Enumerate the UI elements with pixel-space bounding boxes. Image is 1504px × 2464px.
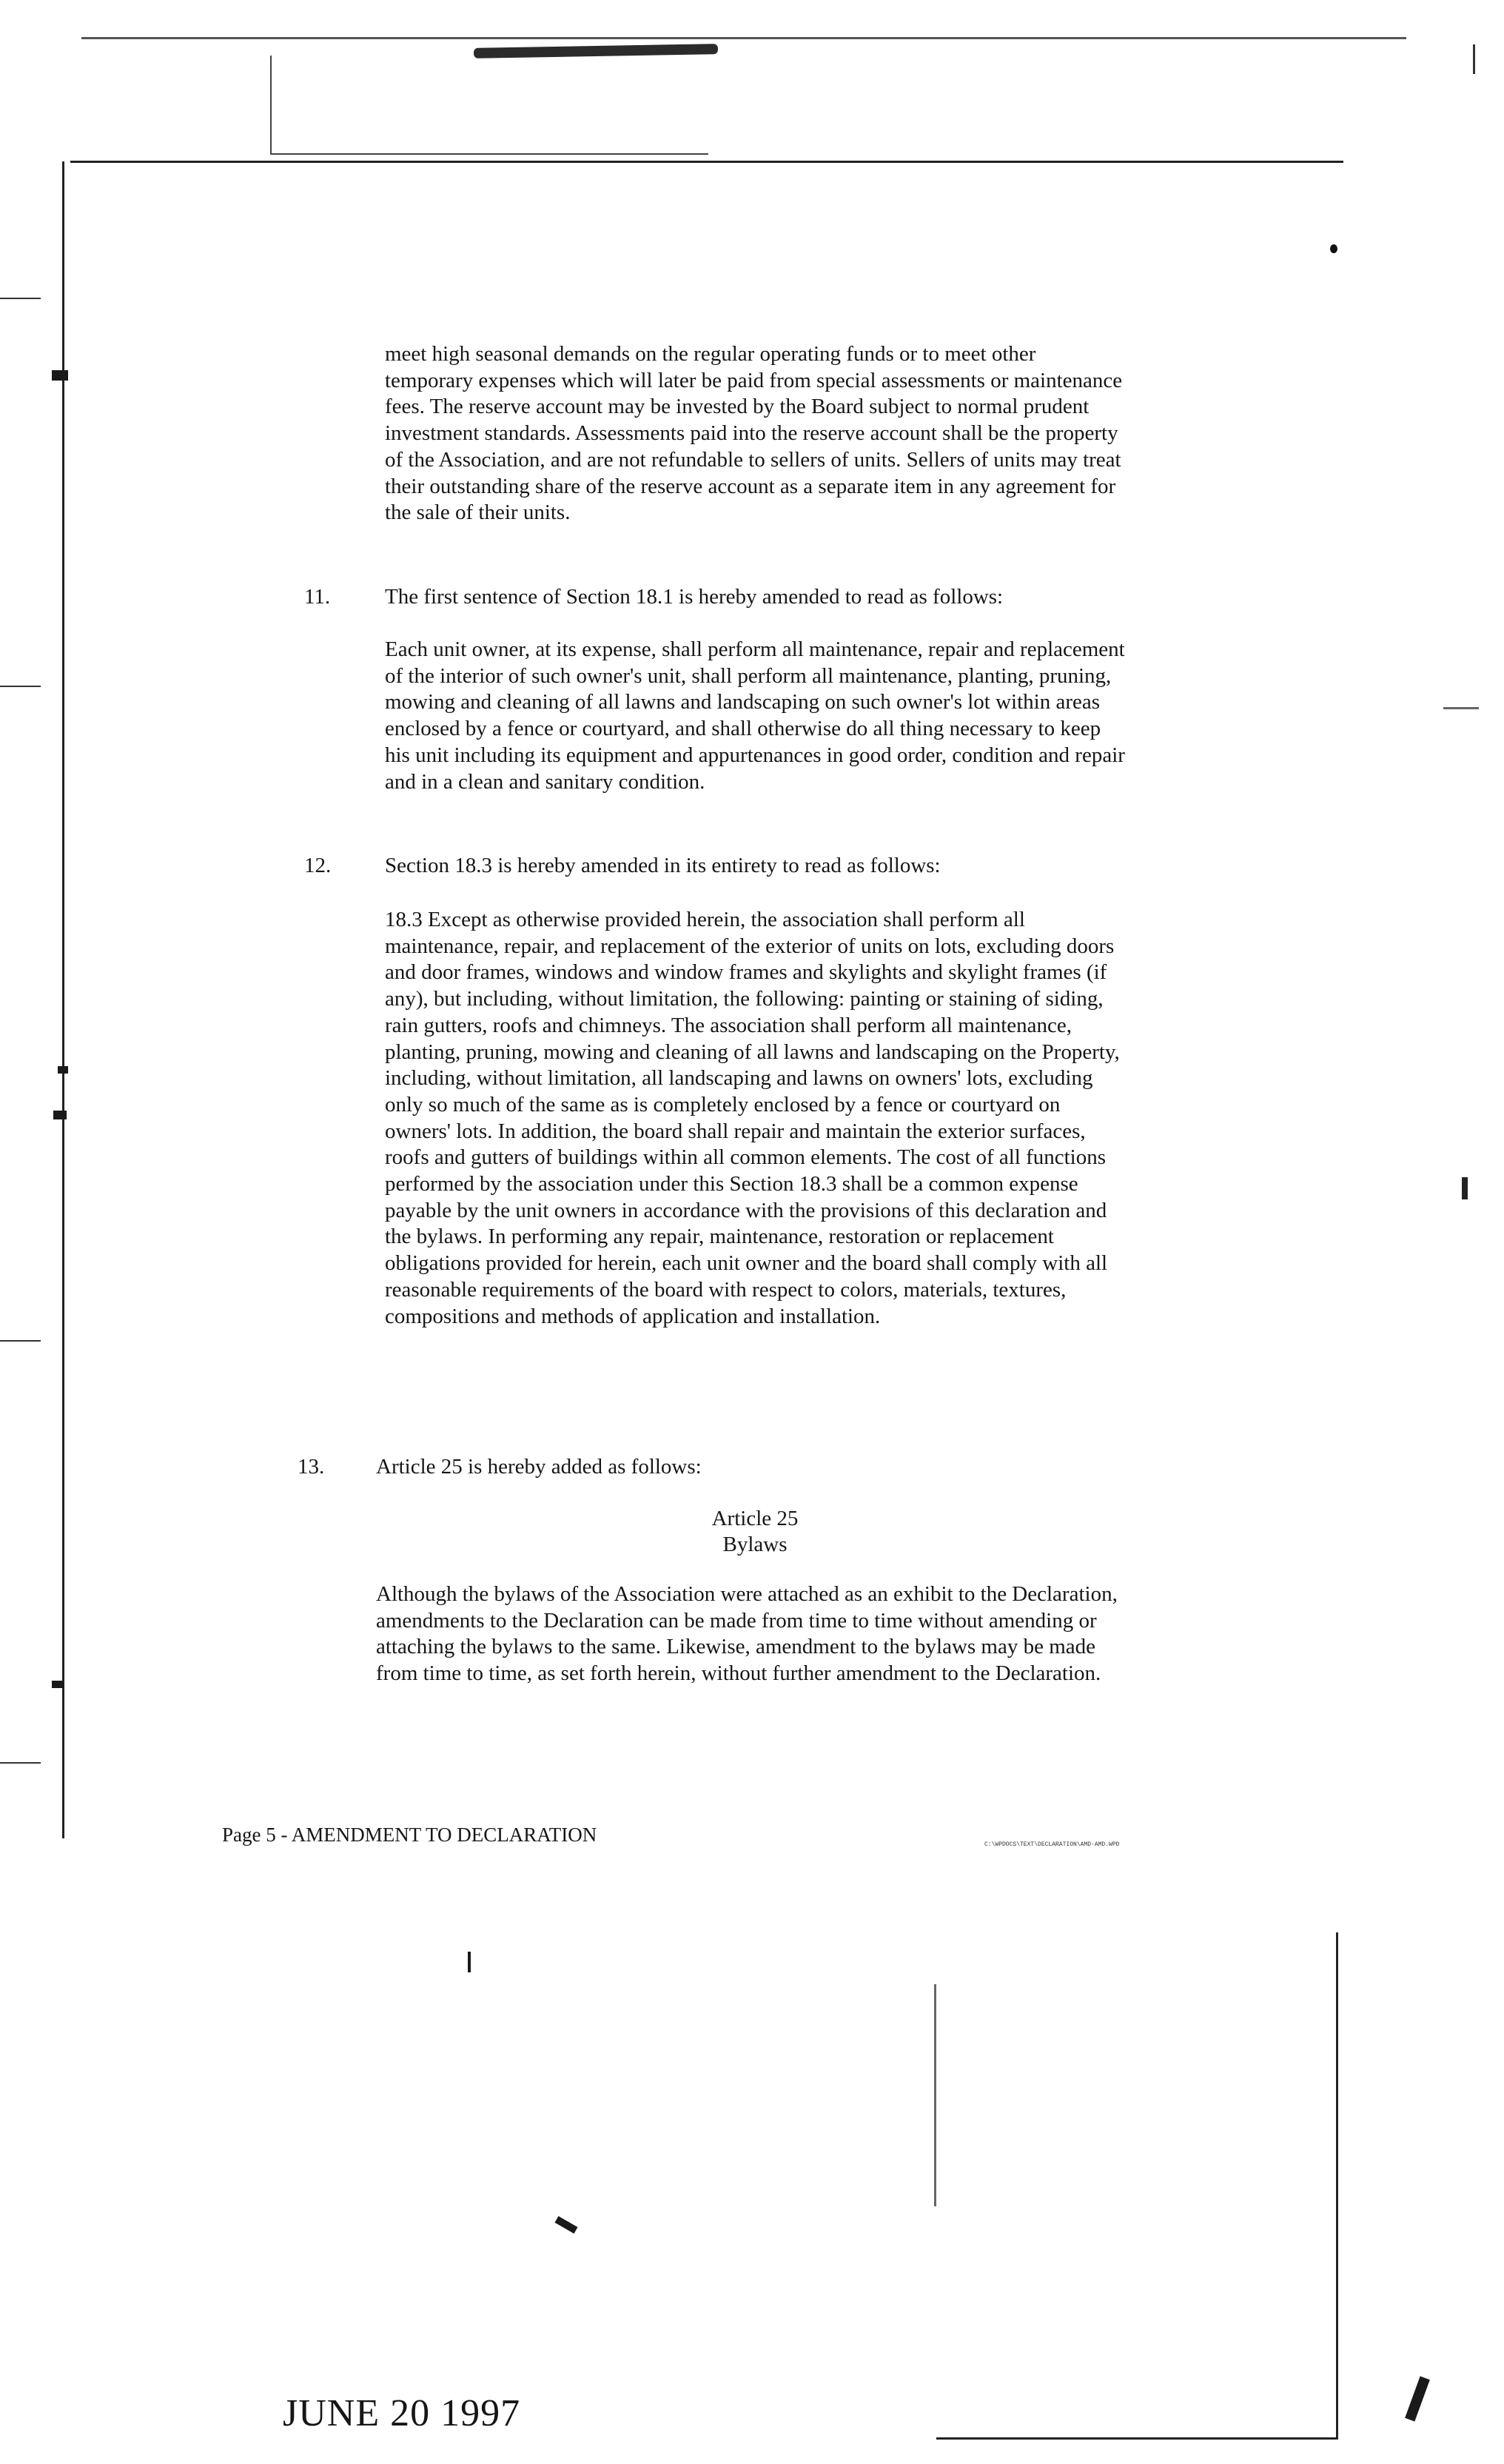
lower-speck-1 bbox=[468, 1952, 471, 1972]
right-scan-r bbox=[1462, 1177, 1468, 1199]
left-margin-line bbox=[62, 161, 64, 1838]
item-11-number: 11. bbox=[304, 585, 331, 609]
lower-speck-2 bbox=[555, 2216, 578, 2234]
article-title: Article 25 bbox=[711, 1507, 799, 1530]
left-mark-1 bbox=[52, 370, 68, 381]
left-mark-3 bbox=[53, 1111, 67, 1119]
right-dot bbox=[1330, 244, 1337, 253]
item-12-heading: Section 18.3 is hereby amended in its entirety to read as follows: bbox=[385, 854, 941, 877]
lower-right-box bbox=[936, 1932, 1338, 2440]
article-subtitle: Bylaws bbox=[722, 1533, 788, 1556]
left-tick-2 bbox=[0, 686, 41, 687]
item-13-number: 13. bbox=[298, 1455, 325, 1479]
footer-code: C:\WPDOCS\TEXT\DECLARATION\AMD-AMD.WPD bbox=[984, 1841, 1120, 1848]
item-12-body: 18.3 Except as otherwise provided herein, the association shall perform all maintenance, repair, and replacement of the exterior of units on lots, excluding doors and door frames, windows and window frames and skylights and skylight frames (if any), but including, without limitation, the following: painting or staining of siding, rain gutters, roofs and chimneys. The association shall perform all maintenance, planting, pruning, mowing and cleaning of all lawns and landscaping on the Property, including, without limitation, all landscaping and lawns on owners' lots, excluding only so much of the same as is completely enclosed by a fence or courtyard on owners' lots. In addition, the board shall repair and maintain the exterior surfaces, roofs and gutters of buildings within all common elements. The cost of all functions performed by the association under this Section 18.3 shall be a common expense payable by the unit owners in accordance with the provisions of this declaration and the bylaws. In performing any repair, maintenance, restoration or replacement obligations provided for herein, each unit owner and the board shall comply with all reasonable requirements of the board with respect to colors, materials, textures, compositions and methods of application and installation. bbox=[385, 908, 1120, 1328]
date-stamp: JUNE 20 1997 bbox=[283, 2392, 521, 2434]
item-11-heading: The first sentence of Section 18.1 is hereby amended to read as follows: bbox=[385, 585, 1004, 609]
item-11-body: Each unit owner, at its expense, shall perform all maintenance, repair and replacement of the interior of such owner's unit, shall perform all maintenance, planting, pruning, mowing and cleaning of all lawns and landscaping on such owner's lot within areas enclosed by a fence or courtyard, and shall otherwise do all thing necessary to keep his unit including its equipment and appurtenances in good order, condition and repair and in a clean and sanitary condition. bbox=[385, 637, 1125, 794]
left-mark-2 bbox=[58, 1066, 68, 1074]
item-12-number: 12. bbox=[304, 854, 332, 877]
footer-label: Page 5 - AMENDMENT TO DECLARATION bbox=[222, 1824, 597, 1846]
lower-speck-3 bbox=[1405, 2376, 1430, 2421]
lower-scan-dash bbox=[934, 1984, 936, 2206]
right-edge-mark bbox=[1473, 44, 1475, 74]
top-scan-strip bbox=[81, 37, 1406, 39]
intro-paragraph: meet high seasonal demands on the regular operating funds or to meet other temporary expenses which will later be paid from special assessments or maintenance fees. The reserve account may be invested by the Board subject to normal prudent investment standards. Assessments paid into the reserve account shall be the property of the Association, and are not refundable to sellers of units. Sellers of units may treat their outstanding share of the reserve account as a separate item in any agreement for the sale of their units. bbox=[385, 342, 1123, 525]
top-border-line bbox=[70, 161, 1343, 163]
item-13-body: Although the bylaws of the Association were attached as an exhibit to the Declaration, amendments to the Declaration can be made from time to time without amending or attaching the bylaws to the same. Likewise, amendment to the bylaws may be made from time to time, as set forth herein, without further amendment to the Declaration. bbox=[376, 1582, 1118, 1686]
item-13-heading: Article 25 is hereby added as follows: bbox=[376, 1455, 702, 1479]
left-mark-4 bbox=[52, 1681, 64, 1688]
left-tick-1 bbox=[0, 298, 41, 299]
top-bracket-box bbox=[270, 56, 708, 155]
left-tick-4 bbox=[0, 1762, 41, 1764]
left-tick-3 bbox=[0, 1340, 41, 1342]
right-scan-text bbox=[1443, 707, 1479, 709]
